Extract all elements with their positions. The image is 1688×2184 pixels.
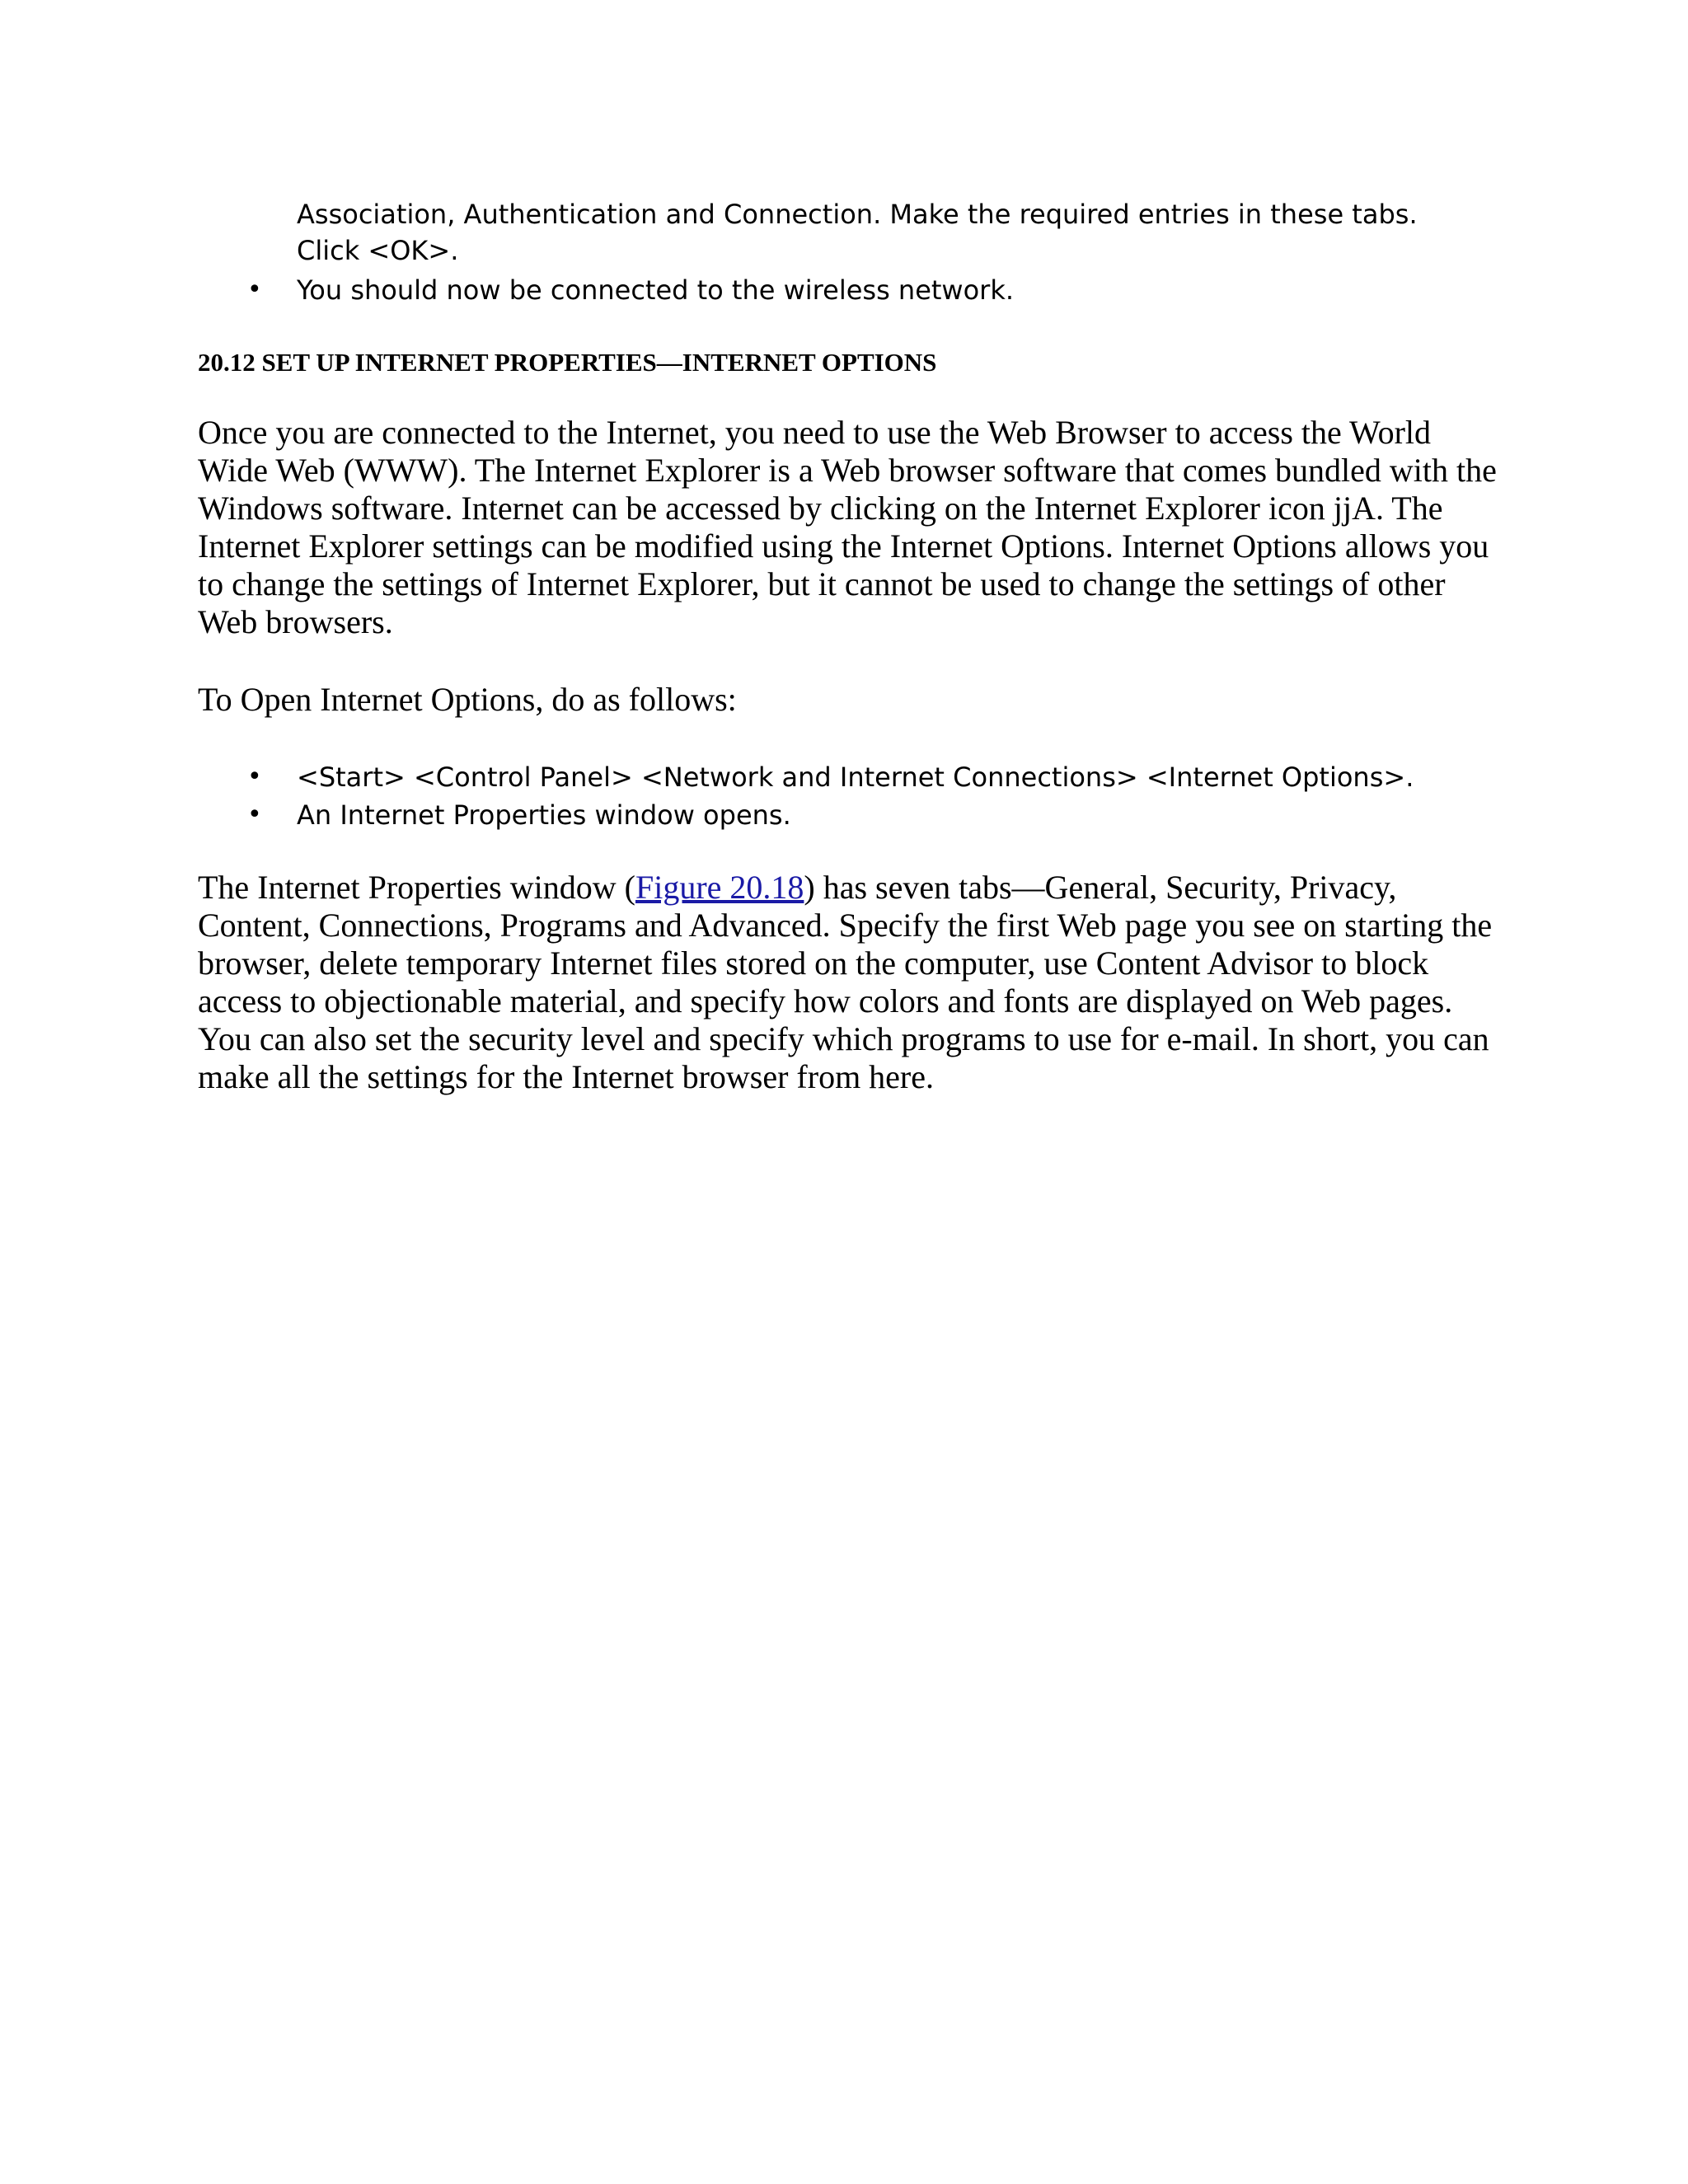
bullet-list-wireless xyxy=(247,272,1484,308)
paragraph-properties-window xyxy=(198,869,1500,1096)
list-item xyxy=(247,796,1484,834)
bullet-icon: • xyxy=(247,762,262,791)
paragraph-text: The Internet Properties window ( xyxy=(198,869,635,906)
paragraph-text: ) has seven tabs—General, Security, Privacy, Content, Connections, Programs and Advanced. Specify the first Web page you see on starting the browser, delete temporary Internet files stored on the computer, use Content Advisor to block access to objectionable material, and specify how colors and fonts are displayed on Web pages. You can also set the security level and specify which programs to use for e-mail. In short, you can make all the settings for the Internet browser from here. xyxy=(198,869,1493,1095)
paragraph-open-options: To Open Internet Options, do as follows: xyxy=(198,681,737,718)
list-item-text: <Start> <Control Panel> <Network and Internet Connections> <Internet Options>. xyxy=(297,762,1414,793)
paragraph-browser-intro: Once you are connected to the Internet, you need to use the Web Browser to access the World Wide Web (WWW). The Internet Explorer is a Web browser software that comes bundled with the Windows software. Internet can be accessed by clicking on the Internet Explorer icon jjA. The Internet Explorer settings can be modified using the Internet Options. Internet Options allows you to change the settings of Internet Explorer, but it cannot be used to change the settings of other Web browsers. xyxy=(198,414,1497,640)
list-item xyxy=(247,272,1484,308)
list-item xyxy=(247,758,1484,796)
continued-list-item-text: Association, Authentication and Connection. Make the required entries in these tabs. Click <OK>. xyxy=(297,199,1418,266)
bullet-list-steps xyxy=(247,758,1484,834)
list-item-text: You should now be connected to the wireless network. xyxy=(297,274,1015,306)
figure-link[interactable]: Figure 20.18 xyxy=(635,869,804,906)
section-heading: 20.12 SET UP INTERNET PROPERTIES—INTERNET OPTIONS xyxy=(198,348,937,377)
bullet-icon: • xyxy=(247,275,262,304)
bullet-icon: • xyxy=(247,800,262,829)
list-item-text: An Internet Properties window opens. xyxy=(297,799,791,831)
